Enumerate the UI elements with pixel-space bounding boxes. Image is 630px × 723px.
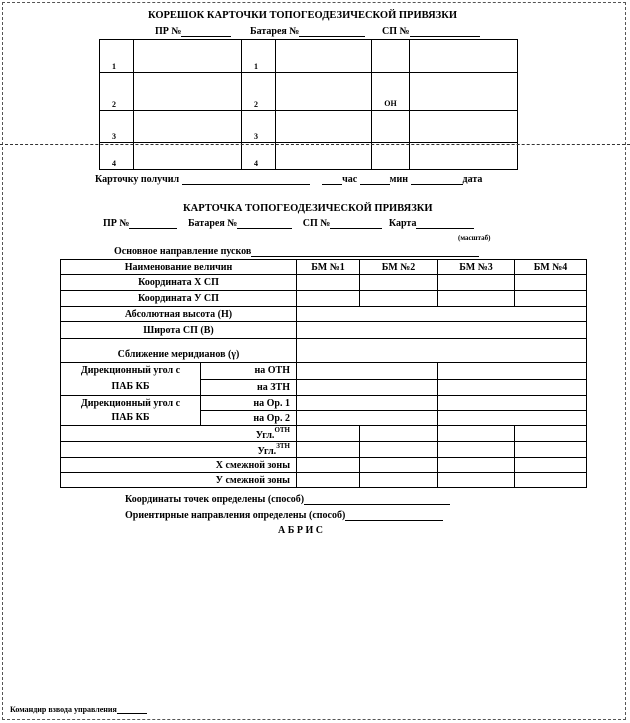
card-table bbox=[60, 259, 587, 488]
cell[interactable] bbox=[438, 426, 515, 442]
cell[interactable] bbox=[360, 275, 438, 291]
stub-on-label: ОН bbox=[372, 73, 410, 111]
stub-battery-field bbox=[250, 27, 365, 37]
cell[interactable] bbox=[360, 473, 438, 488]
cell[interactable] bbox=[297, 411, 438, 426]
header-name: Наименование величин bbox=[61, 260, 297, 275]
min-label: мин bbox=[389, 174, 409, 185]
stub-cell[interactable] bbox=[410, 73, 518, 111]
stub-row-number: 4 bbox=[100, 143, 134, 170]
table-row bbox=[61, 458, 587, 473]
dir-angle-label-1 bbox=[61, 363, 201, 396]
cell[interactable] bbox=[360, 291, 438, 307]
card-battery-label: Батарея № bbox=[187, 218, 238, 229]
cell[interactable] bbox=[438, 396, 587, 411]
commander-line bbox=[10, 706, 147, 714]
header-bm3: БМ №3 bbox=[438, 260, 515, 275]
min-line[interactable] bbox=[360, 175, 390, 185]
row-label bbox=[61, 426, 297, 442]
hour-label: час bbox=[342, 174, 358, 185]
stub-row bbox=[100, 73, 518, 111]
stub-sp-label: СП № bbox=[382, 26, 410, 37]
row-sublabel: на ЗТН bbox=[201, 379, 297, 396]
dir-angle-text: Дирекционный угол с bbox=[80, 397, 181, 409]
card-header-line bbox=[103, 219, 474, 229]
row-label: Широта СП (В) bbox=[61, 322, 297, 339]
cell[interactable] bbox=[515, 426, 587, 442]
scale-note: (масштаб) bbox=[458, 234, 491, 242]
date-line[interactable] bbox=[411, 175, 463, 185]
abris-heading: А Б Р И С bbox=[278, 525, 323, 536]
received-name-line[interactable] bbox=[182, 175, 310, 185]
stub-cell[interactable] bbox=[134, 73, 242, 111]
stub-cell[interactable] bbox=[134, 40, 242, 73]
stub-row-number: 3 bbox=[242, 111, 276, 143]
header-bm1: БМ №1 bbox=[297, 260, 360, 275]
row-sublabel: на Ор. 2 bbox=[201, 411, 297, 426]
stub-row-number: 2 bbox=[242, 73, 276, 111]
main-direction-line bbox=[114, 247, 479, 257]
cell[interactable] bbox=[297, 307, 587, 322]
stub-pr-field bbox=[155, 27, 231, 37]
stub-battery-label: Батарея № bbox=[250, 26, 300, 37]
dir-angle-text: ПАБ КБ bbox=[111, 411, 150, 423]
cell[interactable] bbox=[297, 473, 360, 488]
orient-method-field[interactable] bbox=[345, 511, 443, 521]
cell[interactable] bbox=[515, 291, 587, 307]
orient-method-label: Ориентирные направления определены (способ) bbox=[125, 510, 346, 521]
card-sp-line[interactable] bbox=[330, 219, 382, 229]
cell[interactable] bbox=[515, 275, 587, 291]
stub-pr-line[interactable] bbox=[181, 27, 231, 37]
commander-field[interactable] bbox=[117, 706, 147, 714]
stub-cell[interactable] bbox=[410, 143, 518, 170]
cell[interactable] bbox=[438, 473, 515, 488]
commander-label: Командир взвода управления bbox=[10, 705, 117, 714]
row-label: Координата Х СП bbox=[61, 275, 297, 291]
table-row bbox=[61, 396, 587, 411]
main-direction-field[interactable] bbox=[251, 247, 479, 257]
row-label: Абсолютная высота (Н) bbox=[61, 307, 297, 322]
table-row bbox=[61, 442, 587, 458]
stub-cell[interactable] bbox=[276, 143, 372, 170]
card-battery-line[interactable] bbox=[237, 219, 292, 229]
card-sp-label: СП № bbox=[302, 218, 331, 229]
stub-row-number: 3 bbox=[100, 111, 134, 143]
stub-cell[interactable] bbox=[372, 40, 410, 73]
row-label: Координата У СП bbox=[61, 291, 297, 307]
stub-cell[interactable] bbox=[134, 143, 242, 170]
stub-sp-field bbox=[382, 27, 480, 37]
stub-row bbox=[100, 111, 518, 143]
otn-sup: ОТН bbox=[274, 426, 290, 434]
stub-cell[interactable] bbox=[276, 111, 372, 143]
cell[interactable] bbox=[297, 396, 438, 411]
cell[interactable] bbox=[438, 291, 515, 307]
coords-method-field[interactable] bbox=[304, 495, 450, 505]
cell[interactable] bbox=[515, 458, 587, 473]
table-row bbox=[61, 339, 587, 363]
row-label: У смежной зоны bbox=[61, 473, 297, 488]
stub-battery-line[interactable] bbox=[299, 27, 365, 37]
stub-title: КОРЕШОК КАРТОЧКИ ТОПОГЕОДЕЗИЧЕСКОЙ ПРИВЯЗКИ bbox=[148, 10, 457, 21]
stub-received-line bbox=[95, 175, 482, 185]
table-row bbox=[61, 275, 587, 291]
table-row bbox=[61, 473, 587, 488]
row-label: Х смежной зоны bbox=[61, 458, 297, 473]
stub-sp-line[interactable] bbox=[410, 27, 480, 37]
header-bm2: БМ №2 bbox=[360, 260, 438, 275]
cell[interactable] bbox=[438, 379, 587, 396]
table-row bbox=[61, 291, 587, 307]
cut-line bbox=[0, 144, 630, 145]
cell[interactable] bbox=[438, 411, 587, 426]
card-map-label: Карта bbox=[388, 218, 417, 229]
stub-cell[interactable] bbox=[372, 143, 410, 170]
card-pr-line[interactable] bbox=[129, 219, 177, 229]
table-header-row bbox=[61, 260, 587, 275]
coords-method-line bbox=[125, 495, 450, 505]
card-title: КАРТОЧКА ТОПОГЕОДЕЗИЧЕСКОЙ ПРИВЯЗКИ bbox=[183, 203, 433, 214]
stub-row-number: 1 bbox=[242, 40, 276, 73]
table-row bbox=[61, 322, 587, 339]
table-row bbox=[61, 307, 587, 322]
cell[interactable] bbox=[297, 442, 360, 458]
stub-table bbox=[99, 39, 518, 170]
table-row bbox=[61, 426, 587, 442]
cell[interactable] bbox=[515, 473, 587, 488]
stub-cell[interactable] bbox=[410, 40, 518, 73]
cell[interactable] bbox=[438, 458, 515, 473]
stub-row-number: 1 bbox=[100, 40, 134, 73]
cell[interactable] bbox=[438, 275, 515, 291]
card-pr-label: ПР № bbox=[103, 218, 130, 229]
cell[interactable] bbox=[297, 322, 587, 339]
date-label: дата bbox=[462, 174, 483, 185]
orient-method-line bbox=[125, 511, 443, 521]
row-sublabel: на Ор. 1 bbox=[201, 396, 297, 411]
cell[interactable] bbox=[297, 275, 360, 291]
stub-cell[interactable] bbox=[372, 111, 410, 143]
stub-row-number: 2 bbox=[100, 73, 134, 111]
stub-cell[interactable] bbox=[410, 111, 518, 143]
cell[interactable] bbox=[297, 339, 587, 363]
hour-line[interactable] bbox=[322, 175, 342, 185]
stub-cell[interactable] bbox=[276, 73, 372, 111]
row-label bbox=[61, 442, 297, 458]
cell[interactable] bbox=[438, 442, 515, 458]
stub-cell[interactable] bbox=[134, 111, 242, 143]
cell[interactable] bbox=[297, 458, 360, 473]
table-row bbox=[61, 363, 587, 380]
dir-angle-text: ПАБ КБ bbox=[111, 381, 150, 392]
cell[interactable] bbox=[360, 458, 438, 473]
cell[interactable] bbox=[297, 363, 438, 380]
header-bm4: БМ №4 bbox=[515, 260, 587, 275]
row-sublabel: на ОТН bbox=[201, 363, 297, 380]
main-direction-label: Основное направление пусков bbox=[114, 246, 252, 257]
stub-row bbox=[100, 40, 518, 73]
cell[interactable] bbox=[360, 426, 438, 442]
cell[interactable] bbox=[297, 379, 438, 396]
cell[interactable] bbox=[360, 442, 438, 458]
received-label: Карточку получил bbox=[95, 174, 180, 185]
cell[interactable] bbox=[515, 442, 587, 458]
cell[interactable] bbox=[297, 291, 360, 307]
stub-pr-label: ПР № bbox=[155, 26, 182, 37]
stub-row-number: 4 bbox=[242, 143, 276, 170]
ugl-label: Угл. bbox=[255, 430, 275, 441]
row-label: Сближение меридианов (γ) bbox=[61, 339, 297, 363]
stub-cell[interactable] bbox=[276, 40, 372, 73]
ztn-sup: ЗТН bbox=[276, 442, 290, 450]
ugl-label: Угл. bbox=[257, 446, 277, 457]
coords-method-label: Координаты точек определены (способ) bbox=[125, 494, 305, 505]
cell[interactable] bbox=[438, 363, 587, 380]
dir-angle-label-2 bbox=[61, 396, 201, 426]
card-map-line[interactable] bbox=[416, 219, 474, 229]
dir-angle-text: Дирекционный угол с bbox=[80, 365, 181, 376]
stub-row bbox=[100, 143, 518, 170]
cell[interactable] bbox=[297, 426, 360, 442]
